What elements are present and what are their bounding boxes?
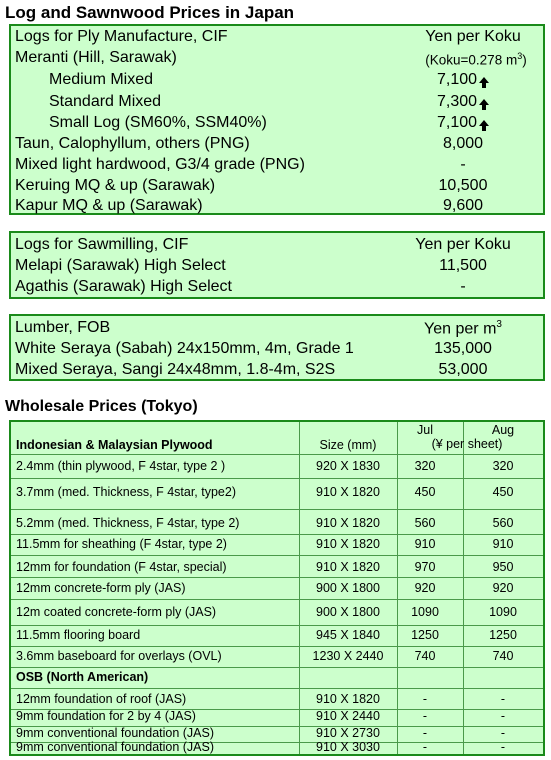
osb-header: OSB (North American) [16, 670, 149, 684]
cell-jul: - [422, 726, 428, 740]
cell-item: 9mm conventional foundation (JAS) [16, 740, 215, 754]
cell-size: 900 X 1800 [316, 605, 380, 619]
grid-line [11, 509, 543, 510]
col-unit-header: (¥ per sheet) [431, 437, 503, 451]
cell-jul: - [422, 740, 428, 754]
cell-aug: 950 [492, 560, 514, 574]
ply-row-value-text: 7,100 [436, 114, 478, 131]
ply-logs-header [11, 27, 543, 48]
sawmill-row-value: 11,500 [439, 257, 487, 274]
ply-row [11, 134, 543, 155]
sawmill-header-label: Logs for Sawmilling, CIF [15, 236, 189, 253]
cell-item: 12mm concrete-form ply (JAS) [16, 581, 186, 595]
cell-aug: 920 [492, 581, 514, 595]
ply-row-label: Medium Mixed [49, 71, 154, 88]
ply-row [11, 92, 543, 113]
sawmill-header-unit: Yen per Koku [415, 236, 511, 253]
cell-jul: 910 [414, 537, 436, 551]
ply-row-value [408, 114, 518, 132]
ply-row-label: Small Log (SM60%, SSM40%) [49, 114, 267, 131]
ply-row-label: Taun, Calophyllum, others (PNG) [15, 135, 250, 152]
lumber-header-label: Lumber, FOB [15, 319, 111, 336]
section-title-wholesale: Wholesale Prices (Tokyo) [5, 398, 198, 415]
lumber-header-unit-sup: 3 [496, 319, 502, 330]
table-row [11, 481, 543, 503]
cell-aug: 910 [492, 537, 514, 551]
sawmill-row-label: Agathis (Sarawak) High Select [15, 278, 232, 295]
cell-jul: 970 [414, 560, 436, 574]
up-arrow-icon [479, 99, 489, 105]
cell-aug: - [500, 740, 506, 754]
cell-aug: - [500, 726, 506, 740]
ply-row-value-text: 7,100 [436, 71, 478, 88]
cell-size: 910 X 2440 [316, 709, 380, 723]
ply-logs-box [9, 24, 545, 215]
table-row [11, 512, 543, 534]
col-aug: Aug [491, 423, 515, 437]
cell-aug: 740 [492, 649, 514, 663]
lumber-row-label: White Seraya (Sabah) 24x150mm, 4m, Grade 1 [15, 340, 354, 357]
ply-row-value: 8,000 [442, 135, 484, 152]
sawmill-row-value: - [460, 278, 466, 295]
table-row [11, 624, 543, 646]
cell-size: 910 X 1820 [316, 516, 380, 530]
cell-item: 2.4mm (thin plywood, F 4star, type 2 ) [16, 459, 226, 473]
up-arrow-icon [479, 77, 489, 83]
cell-item: 3.7mm (med. Thickness, F 4star, type2) [16, 485, 236, 499]
lumber-header-unit-text: Yen per m [424, 320, 497, 338]
ply-row-value: 9,600 [442, 197, 484, 214]
lumber-box [9, 314, 545, 381]
table-row [11, 601, 543, 623]
table-row [11, 556, 543, 578]
cell-item: 3.6mm baseboard for overlays (OVL) [16, 649, 222, 663]
cell-item: 11.5mm for sheathing (F 4star, type 2) [16, 537, 227, 551]
meranti-row [11, 48, 543, 69]
cell-size: 910 X 1820 [316, 537, 380, 551]
ply-row [11, 196, 543, 217]
cell-jul: 920 [414, 581, 436, 595]
cell-jul: 560 [414, 516, 436, 530]
ply-row-label: Keruing MQ & up (Sarawak) [15, 177, 216, 194]
cell-size: 910 X 1820 [316, 560, 380, 574]
col-jul: Jul [417, 423, 433, 437]
lumber-header-unit [398, 319, 528, 338]
cell-size: 945 X 1840 [316, 628, 380, 642]
sawmill-row-label: Melapi (Sarawak) High Select [15, 257, 226, 274]
col-item-header: Indonesian & Malaysian Plywood [16, 438, 213, 452]
sawmill-row [11, 256, 543, 277]
ply-logs-header-label: Logs for Ply Manufacture, CIF [15, 28, 228, 45]
ply-logs-header-unit: Yen per Koku [425, 28, 521, 45]
table-header [11, 422, 543, 454]
table-row [11, 533, 543, 555]
koku-note-sup: 3 [517, 51, 523, 61]
koku-note [406, 51, 546, 68]
section-title-log-prices: Log and Sawnwood Prices in Japan [5, 3, 295, 22]
col-size-header: Size (mm) [319, 438, 377, 452]
cell-aug: 1250 [489, 628, 517, 642]
ply-row-value [408, 71, 518, 89]
ply-row [11, 176, 543, 197]
lumber-row [11, 339, 543, 360]
cell-jul: 740 [414, 649, 436, 663]
lumber-row [11, 360, 543, 381]
cell-aug: 1090 [489, 605, 517, 619]
table-row [11, 455, 543, 477]
cell-size: 910 X 2730 [316, 726, 380, 740]
cell-size: 1230 X 2440 [312, 649, 384, 663]
cell-size: 910 X 1820 [316, 692, 380, 706]
cell-item: 12mm for foundation (F 4star, special) [16, 560, 227, 574]
meranti-label: Meranti (Hill, Sarawak) [15, 49, 177, 66]
sawmill-header [11, 235, 543, 256]
cell-aug: 560 [492, 516, 514, 530]
cell-jul: 320 [414, 459, 436, 473]
koku-note-text: (Koku=0.278 m [425, 52, 518, 68]
lumber-row-value: 53,000 [438, 361, 488, 378]
lumber-row-value: 135,000 [434, 340, 492, 357]
ply-row-value [408, 93, 518, 111]
ply-row [11, 155, 543, 176]
cell-aug: - [500, 709, 506, 723]
cell-item: 12m coated concrete-form ply (JAS) [16, 605, 217, 619]
cell-jul: - [422, 692, 428, 706]
cell-size: 900 X 1800 [316, 581, 380, 595]
cell-aug: 320 [492, 459, 514, 473]
cell-jul: 450 [414, 485, 436, 499]
sawmill-logs-box [9, 231, 545, 299]
ply-row-label: Kapur MQ & up (Sarawak) [15, 197, 203, 214]
sawmill-row [11, 277, 543, 298]
table-row [11, 736, 543, 758]
cell-aug: 450 [492, 485, 514, 499]
cell-item: 9mm conventional foundation (JAS) [16, 726, 215, 740]
table-row [11, 577, 543, 599]
cell-item: 11.5mm flooring board [16, 628, 141, 642]
cell-item: 12mm foundation of roof (JAS) [16, 692, 187, 706]
cell-jul: - [422, 709, 428, 723]
ply-row [11, 70, 543, 91]
koku-note-close: ) [522, 52, 527, 68]
ply-row-label: Mixed light hardwood, G3/4 grade (PNG) [15, 156, 305, 173]
cell-jul: 1250 [411, 628, 439, 642]
lumber-header [11, 318, 543, 339]
table-row [11, 645, 543, 667]
grid-line [11, 478, 543, 479]
ply-row-value: - [460, 156, 466, 173]
cell-aug: - [500, 692, 506, 706]
lumber-row-label: Mixed Seraya, Sangi 24x48mm, 1.8-4m, S2S [15, 361, 336, 378]
cell-jul: 1090 [411, 605, 439, 619]
cell-item: 5.2mm (med. Thickness, F 4star, type 2) [16, 516, 240, 530]
cell-size: 910 X 3030 [316, 740, 380, 754]
cell-item: 9mm foundation for 2 by 4 (JAS) [16, 709, 196, 723]
cell-size: 920 X 1830 [316, 459, 380, 473]
ply-row-value-text: 7,300 [436, 93, 478, 110]
cell-size: 910 X 1820 [316, 485, 380, 499]
grid-line [11, 599, 543, 600]
up-arrow-icon [479, 120, 489, 126]
ply-row-label: Standard Mixed [49, 93, 162, 110]
osb-header-row [11, 666, 543, 688]
ply-row [11, 113, 543, 134]
ply-row-value: 10,500 [438, 177, 488, 194]
wholesale-table [9, 420, 545, 756]
